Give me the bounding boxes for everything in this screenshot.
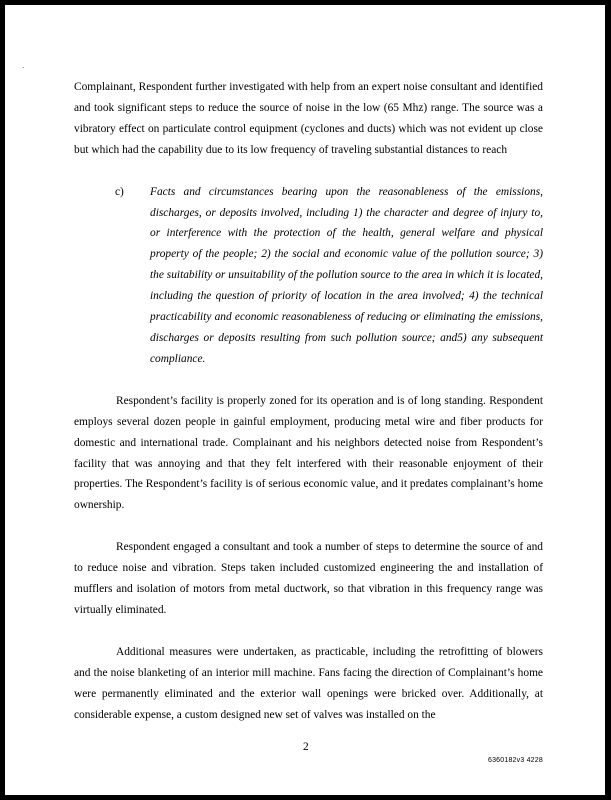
list-item-c [74,182,543,370]
stray-mark: · [22,64,25,72]
paragraph-gap [74,516,543,537]
paragraph-additional-measures: Additional measures were undertaken, as practicable, including the retrofitting of blowers and the noise blanketing of an interior mill machine. Fans facing the direction of Complainant’s home were permanently eliminated and the exterior wall openings were bricked over. Additionally, at considerable expense, a custom designed new set of valves was installed on the [74,645,543,721]
document-page [5,5,605,795]
document-id: 6360182v3 4228 [488,757,543,764]
paragraph-facility: Respondent’s facility is properly zoned for its operation and is of long standing. Respondent employs several dozen people in gainful employment, producing metal wire and fiber products for domestic and international trade. Complainant and his neighbors detected noise from Respondent’s facility that was annoying and that they felt interfered with their reasonable enjoyment of their properties. The Respondent’s facility is of serious economic value, and it predates complainant’s home ownership. [74,394,543,512]
paragraph-gap [74,621,543,642]
list-item-text: Facts and circumstances bearing upon the reasonableness of the emissions, discharges, or deposits involved, including 1) the character and degree of injury to, or interference with the protection of the health, general welfare and physical property of the people; 2) the social and economic value of the pollution source; 3) the suitability or unsuitability of the pollution source to the area in which it is located, including the question of priority of location in the area involved; 4) the technical practicability and economic reasonableness of reducing or eliminating the emissions, discharges or deposits resulting from such pollution source; and5) any subsequent compliance. [150,185,543,365]
document-body [74,77,543,725]
paragraph-gap [74,161,543,182]
list-marker: c) [115,185,124,198]
page-number: 2 [303,741,309,753]
paragraph-continued: Complainant, Respondent further investigated with help from an expert noise consultant and identified and took significant steps to reduce the source of noise in the low (65 Mhz) range. The source was a vibratory effect on particulate control equipment (cyclones and ducts) which was not evident up close but which had the capability due to its low frequency of traveling substantial distances to reach [74,81,543,156]
paragraph-consultant: Respondent engaged a consultant and took a number of steps to determine the source of and to reduce noise and vibration. Steps taken included customized engineering the and installation of mufflers and isolation of motors from metal ductwork, so that vibration in this frequency range was virtually eliminated. [74,541,543,616]
paragraph-gap [74,370,543,391]
